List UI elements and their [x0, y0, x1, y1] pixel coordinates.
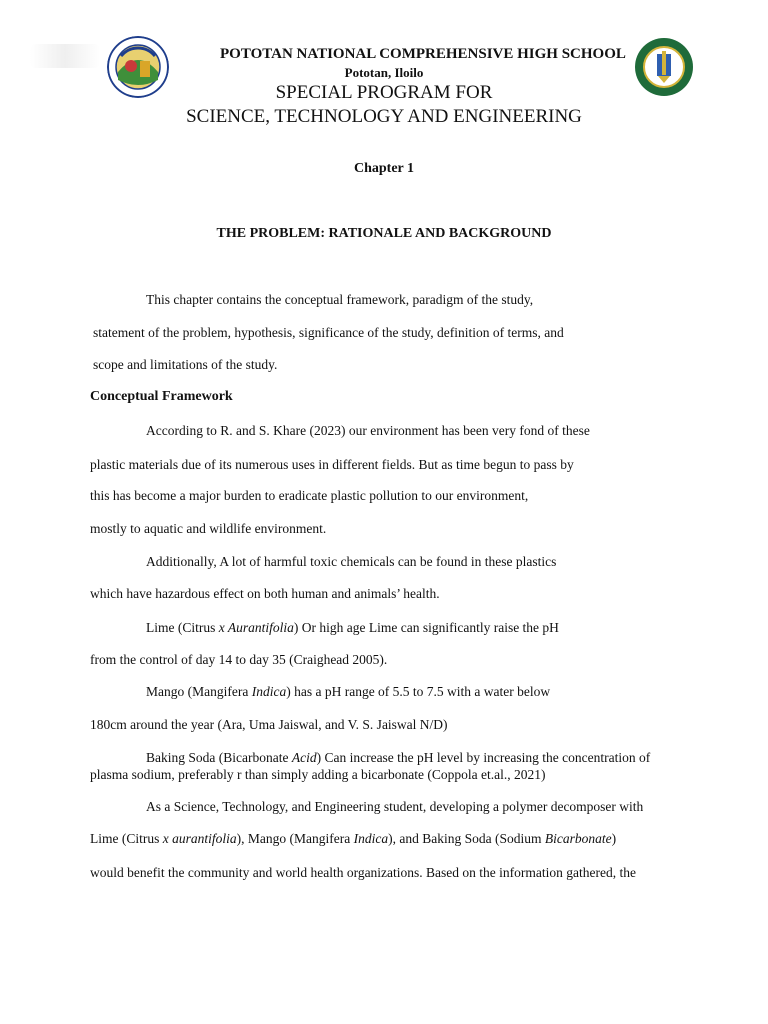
paragraph-1-line-2: plastic materials due of its numerous uses in different fields. But as time begun to pass by [90, 457, 574, 472]
program-title-line1: SPECIAL PROGRAM FOR [275, 82, 493, 103]
program-title-line2: SCIENCE, TECHNOLOGY AND ENGINEERING [186, 106, 582, 127]
school-location: Pototan, Iloilo [344, 65, 424, 80]
paragraph-1-line-4: mostly to aquatic and wildlife environment. [90, 521, 327, 536]
paragraph-5-line-1: Baking Soda (Bicarbonate Acid) Can increase the pH level by increasing the concentration of [146, 750, 651, 765]
section-heading: Conceptual Framework [90, 389, 233, 404]
paragraph-5-line-2: plasma sodium, preferably r than simply adding a bicarbonate (Coppola et.al., 2021) [90, 767, 546, 782]
intro-line-2: statement of the problem, hypothesis, significance of the study, definition of terms, and [93, 325, 564, 340]
intro-line-3: scope and limitations of the study. [93, 357, 278, 372]
chapter-label: Chapter 1 [353, 161, 415, 176]
paragraph-6-line-3: would benefit the community and world health organizations. Based on the information gathered, the [90, 865, 636, 880]
paragraph-4-line-1: Mango (Mangifera Indica) has a pH range of 5.5 to 7.5 with a water below [146, 684, 551, 699]
paragraph-2-line-2: which have hazardous effect on both human and animals’ health. [90, 586, 440, 601]
paragraph-3-line-1: Lime (Citrus x Aurantifolia) Or high age Lime can significantly raise the pH [146, 620, 559, 635]
school-name: POTOTAN NATIONAL COMPREHENSIVE HIGH SCHOOL [220, 46, 626, 62]
paragraph-6-line-2: Lime (Citrus x aurantifolia), Mango (Mangifera Indica), and Baking Soda (Sodium Bicarbonate) [90, 831, 617, 846]
paragraph-2-line-1: Additionally, A lot of harmful toxic chemicals can be found in these plastics [146, 554, 557, 569]
paragraph-3-line-2: from the control of day 14 to day 35 (Craighead 2005). [90, 652, 388, 667]
chapter-title: THE PROBLEM: RATIONALE AND BACKGROUND [216, 226, 552, 241]
intro-line-1: This chapter contains the conceptual framework, paradigm of the study, [146, 292, 534, 307]
paragraph-1-line-3: this has become a major burden to eradicate plastic pollution to our environment, [90, 488, 529, 503]
paragraph-6-line-1: As a Science, Technology, and Engineering student, developing a polymer decomposer with [146, 799, 644, 814]
paragraph-1-line-1: According to R. and S. Khare (2023) our environment has been very fond of these [146, 423, 590, 438]
paragraph-4-line-2: 180cm around the year (Ara, Uma Jaiswal, and V. S. Jaiswal N/D) [90, 717, 448, 732]
